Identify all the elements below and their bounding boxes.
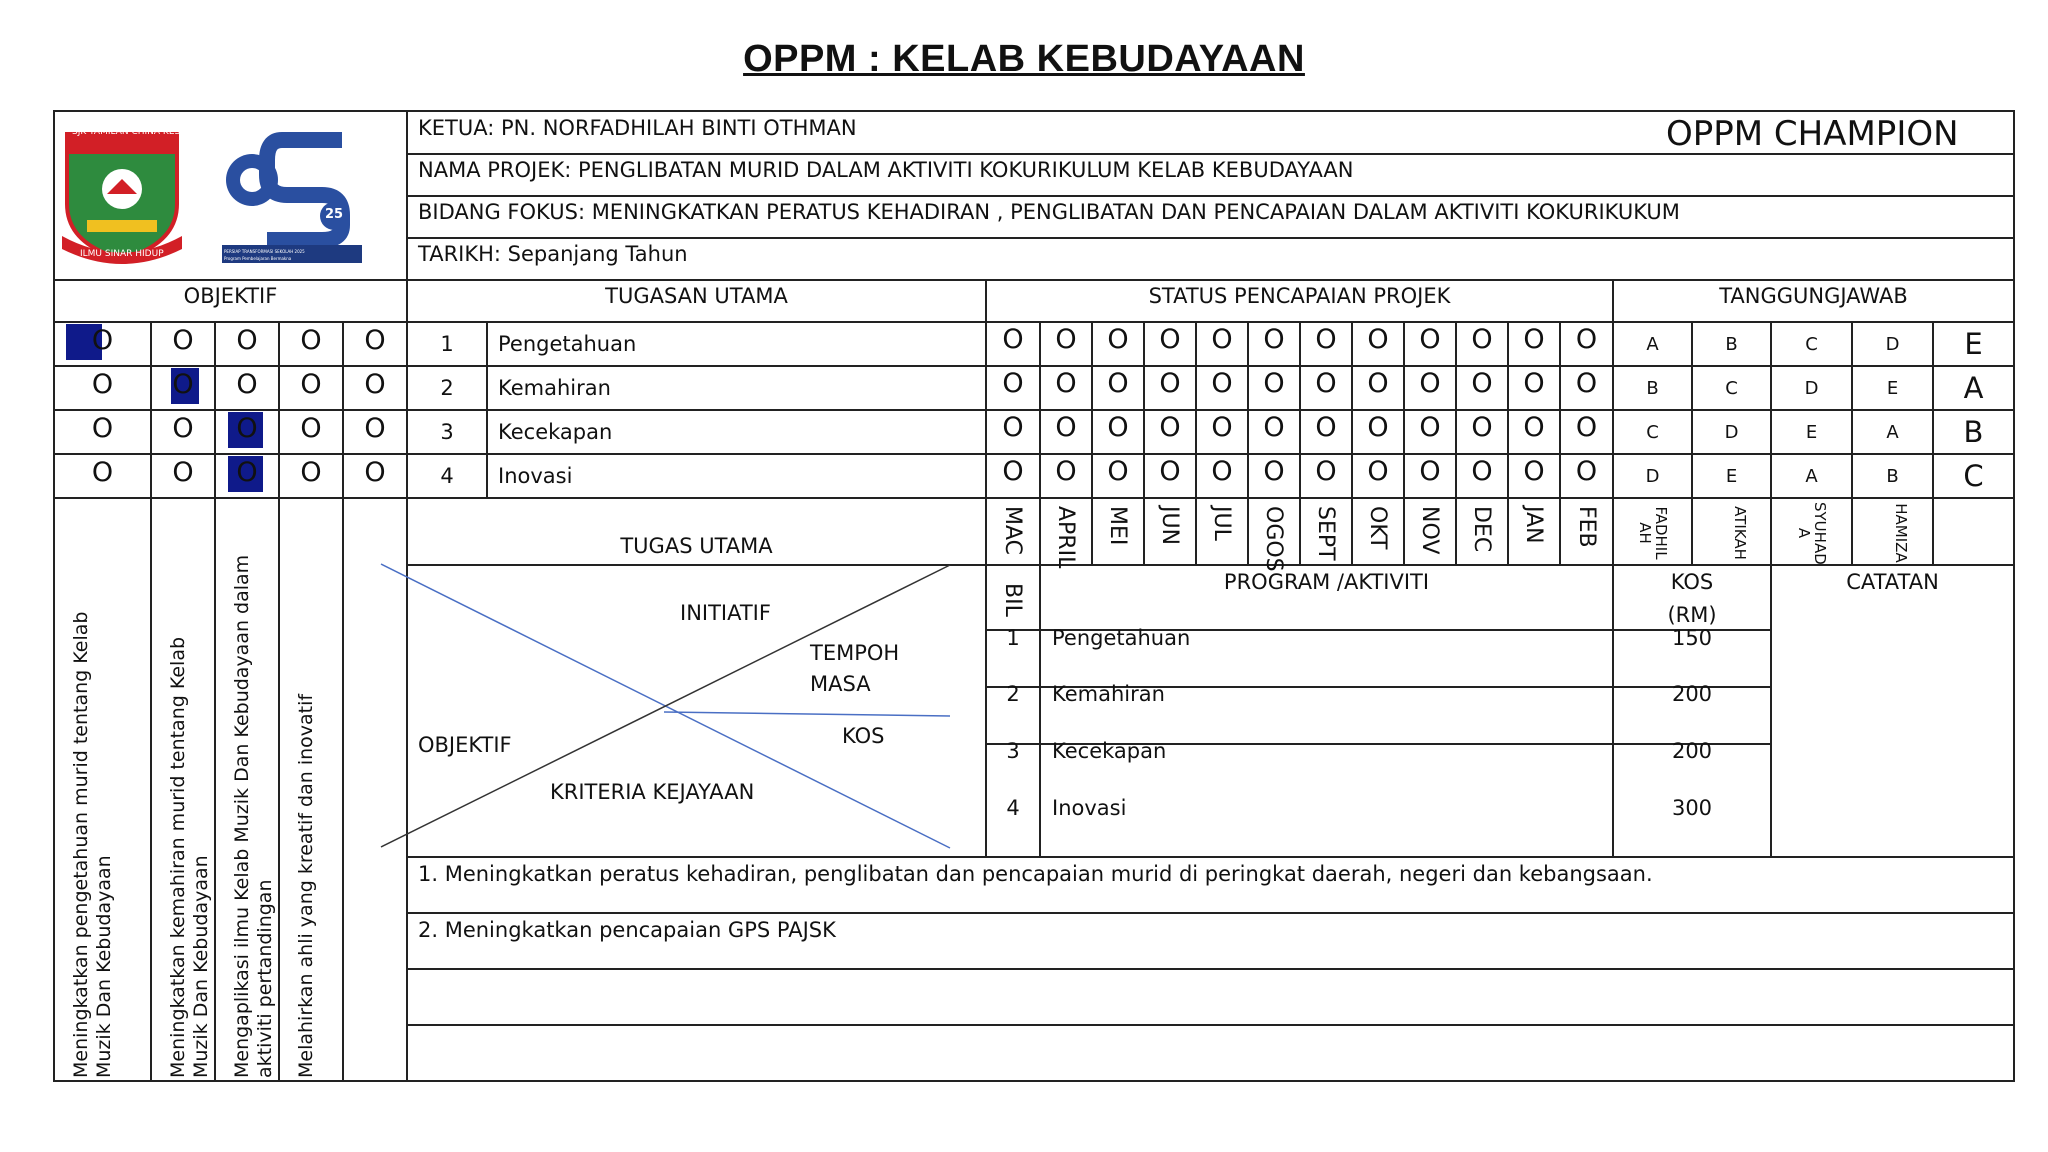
kriteria-line-2: 2. Meningkatkan pencapaian GPS PAJSK: [418, 918, 836, 942]
program-number: 3: [1006, 739, 1020, 763]
lead-letter: B: [1963, 415, 1984, 449]
status-circle: O: [1055, 456, 1077, 487]
objective-circle: O: [172, 413, 194, 444]
kriteria-line-1: 1. Meningkatkan peratus kehadiran, penglibatan dan pencapaian murid di peringkat daerah, negeri dan kebangsaan.: [418, 862, 1653, 886]
status-circle: O: [1002, 456, 1024, 487]
program-header: PROGRAM /AKTIVITI: [1223, 570, 1430, 594]
status-circle: O: [1419, 456, 1441, 487]
tempoh-label: TEMPOH: [810, 641, 900, 665]
status-circle: O: [1315, 456, 1337, 487]
program-kos: 200: [1671, 682, 1713, 706]
status-circle: O: [1211, 412, 1233, 443]
assignment-letter: D: [1645, 466, 1660, 487]
program-kos: 200: [1671, 739, 1713, 763]
month-label: OKT: [1365, 506, 1390, 550]
lead-letter: E: [1964, 327, 1983, 361]
status-circle: O: [1367, 368, 1389, 399]
lead-letter: C: [1963, 459, 1984, 493]
status-circle: O: [1211, 456, 1233, 487]
objective-text-4: Melahirkan ahli yang kreatif dan inovatif: [295, 693, 317, 1078]
objektif-header: OBJEKTIF: [183, 284, 278, 308]
status-circle: O: [1471, 324, 1493, 355]
tugasan-utama-header: TUGASAN UTAMA: [605, 284, 788, 308]
status-circle: O: [1107, 456, 1129, 487]
status-circle: O: [1107, 368, 1129, 399]
objective-circle: O: [236, 413, 258, 444]
status-circle: O: [1367, 456, 1389, 487]
task-number: 1: [440, 332, 454, 356]
status-circle: O: [1159, 324, 1181, 355]
objective-circle: O: [364, 413, 386, 444]
objective-circle: O: [236, 369, 258, 400]
objective-circle: O: [172, 325, 194, 356]
month-label: FEB: [1573, 506, 1599, 548]
initiatif-label: INITIATIF: [680, 601, 771, 625]
matrix-objektif-label: OBJEKTIF: [418, 733, 512, 757]
status-circle: O: [1002, 368, 1024, 399]
assignment-letter: D: [1885, 334, 1900, 355]
person-label: SYUHAD A: [1794, 502, 1829, 565]
status-circle: O: [1419, 368, 1441, 399]
assignment-letter: C: [1725, 378, 1738, 399]
program-kos: 300: [1671, 796, 1713, 820]
status-circle: O: [1523, 324, 1545, 355]
objective-circle: O: [236, 457, 258, 488]
status-circle: O: [1471, 412, 1493, 443]
status-circle: O: [1419, 412, 1441, 443]
tanggungjawab-header: TANGGUNGJAWAB: [1719, 284, 1908, 308]
objective-circle: O: [91, 457, 114, 488]
status-circle: O: [1263, 412, 1285, 443]
kriteria-label: KRITERIA KEJAYAAN: [550, 780, 755, 804]
assignment-letter: A: [1886, 422, 1899, 443]
month-label: APRIL: [1053, 506, 1078, 569]
task-name: Pengetahuan: [498, 332, 637, 356]
kos-header: KOS: [1670, 570, 1714, 594]
person-label: FADHIL AH: [1635, 506, 1670, 560]
tss25-logo: [222, 120, 362, 265]
task-number: 2: [440, 376, 454, 400]
status-circle: O: [1002, 324, 1024, 355]
month-label: JUL: [1209, 506, 1234, 541]
status-circle: O: [1471, 456, 1493, 487]
status-circle: O: [1575, 412, 1598, 443]
status-circle: O: [1055, 412, 1077, 443]
status-header: STATUS PENCAPAIAN PROJEK: [1148, 284, 1451, 308]
objective-text-2: Meningkatkan kemahiran murid tentang Kelab Muzik Dan Kebudayaan: [167, 636, 212, 1078]
assignment-letter: B: [1646, 378, 1659, 399]
task-number: 4: [440, 464, 454, 488]
month-label: NOV: [1417, 506, 1442, 555]
status-circle: O: [1211, 368, 1233, 399]
assignment-letter: B: [1725, 334, 1738, 355]
objective-circle: O: [364, 325, 386, 356]
assignment-letter: D: [1724, 422, 1739, 443]
assignment-letter: E: [1805, 422, 1818, 443]
assignment-letter: E: [1886, 378, 1899, 399]
kos-label: KOS: [842, 724, 885, 748]
assignment-letter: E: [1725, 466, 1738, 487]
tugas-utama-label: TUGAS UTAMA: [620, 534, 773, 558]
objective-circle: O: [172, 369, 194, 400]
person-label: HAMIZA: [1891, 503, 1910, 563]
tss25-line2: Program Pembelajaran Bermakna: [224, 256, 292, 261]
objective-circle: O: [364, 369, 386, 400]
school-logo-bottom-text: ILMU SINAR HIDUP: [80, 249, 164, 259]
tss25-line1: PERSIAP TRANSFORMASI SEKOLAH 2025: [224, 249, 305, 254]
month-label: MEI: [1105, 506, 1130, 546]
page-title: OPPM : KELAB KEBUDAYAAN: [743, 38, 1305, 80]
program-number: 1: [1006, 626, 1020, 650]
lead-letter: A: [1963, 371, 1984, 405]
bidang-fokus: BIDANG FOKUS: MENINGKATKAN PERATUS KEHADIRAN , PENGLIBATAN DAN PENCAPAIAN DALAM AKTIVITI KOKURIKUKUM: [418, 200, 1680, 224]
program-name: Kecekapan: [1052, 739, 1167, 763]
assignment-letter: A: [1646, 334, 1659, 355]
status-circle: O: [1575, 368, 1598, 399]
objective-circle: O: [172, 457, 194, 488]
assignment-letter: D: [1804, 378, 1819, 399]
status-circle: O: [1523, 412, 1545, 443]
status-circle: O: [1055, 324, 1077, 355]
status-circle: O: [1211, 324, 1233, 355]
objective-circle: O: [300, 369, 322, 400]
assignment-letter: B: [1886, 466, 1899, 487]
masa-label: MASA: [810, 672, 871, 696]
month-label: MAC: [1000, 506, 1025, 556]
status-circle: O: [1159, 368, 1181, 399]
objective-circle: O: [236, 325, 258, 356]
assignment-letter: C: [1646, 422, 1659, 443]
status-circle: O: [1367, 412, 1389, 443]
status-circle: O: [1315, 368, 1337, 399]
status-circle: O: [1002, 412, 1024, 443]
assignment-letter: C: [1805, 334, 1818, 355]
status-circle: O: [1055, 368, 1077, 399]
status-circle: O: [1575, 456, 1598, 487]
status-circle: O: [1159, 412, 1181, 443]
status-circle: O: [1523, 456, 1545, 487]
bil-header: BIL: [1000, 583, 1025, 617]
tss25-number: 25: [325, 207, 344, 222]
oppm-champion: OPPM CHAMPION: [1666, 114, 1959, 154]
month-label: DEC: [1469, 506, 1494, 553]
status-circle: O: [1107, 412, 1129, 443]
school-logo-top-text: SJK TAMILAN CHINA KESAR: [72, 127, 193, 137]
month-label: SEPT: [1313, 506, 1338, 561]
program-number: 2: [1006, 682, 1020, 706]
status-circle: O: [1419, 324, 1441, 355]
month-label: JAN: [1521, 506, 1546, 544]
status-circle: O: [1523, 368, 1545, 399]
objective-text-1: Meningkatkan pengetahuan murid tentang Kelab Muzik Dan Kebudayaan: [70, 611, 115, 1078]
rm-header: (RM): [1667, 603, 1717, 627]
objective-circle: O: [91, 325, 114, 356]
status-circle: O: [1263, 324, 1285, 355]
task-name: Kecekapan: [498, 420, 613, 444]
status-circle: O: [1107, 324, 1129, 355]
catatan-header: CATATAN: [1846, 570, 1939, 594]
status-circle: O: [1159, 456, 1181, 487]
tarikh: TARIKH: Sepanjang Tahun: [418, 242, 688, 266]
program-name: Kemahiran: [1052, 682, 1165, 706]
nama-projek: NAMA PROJEK: PENGLIBATAN MURID DALAM AKTIVITI KOKURIKULUM KELAB KEBUDAYAAN: [418, 158, 1354, 182]
objective-circle: O: [364, 457, 386, 488]
program-name: Inovasi: [1052, 796, 1127, 820]
status-circle: O: [1575, 324, 1598, 355]
month-label: OGOS: [1261, 506, 1286, 572]
program-kos: 150: [1671, 626, 1713, 650]
objective-circle: O: [91, 369, 114, 400]
month-label: JUN: [1157, 506, 1182, 546]
ketua-label: KETUA: PN. NORFADHILAH BINTI OTHMAN: [418, 116, 857, 140]
person-label: ATIKAH: [1730, 506, 1749, 560]
assignment-letter: A: [1805, 466, 1818, 487]
status-circle: O: [1471, 368, 1493, 399]
status-circle: O: [1315, 412, 1337, 443]
task-number: 3: [440, 420, 454, 444]
status-circle: O: [1367, 324, 1389, 355]
program-name: Pengetahuan: [1052, 626, 1191, 650]
status-circle: O: [1263, 368, 1285, 399]
objective-circle: O: [91, 413, 114, 444]
objective-circle: O: [300, 457, 322, 488]
program-number: 4: [1006, 796, 1020, 820]
school-logo: [57, 124, 187, 264]
task-name: Kemahiran: [498, 376, 611, 400]
status-circle: O: [1263, 456, 1285, 487]
objective-circle: O: [300, 413, 322, 444]
status-circle: O: [1315, 324, 1337, 355]
task-name: Inovasi: [498, 464, 573, 488]
objective-circle: O: [300, 325, 322, 356]
objective-text-3: Mengaplikasi ilmu Kelab Muzik Dan Kebudayaan dalam aktiviti pertandingan: [231, 554, 276, 1078]
